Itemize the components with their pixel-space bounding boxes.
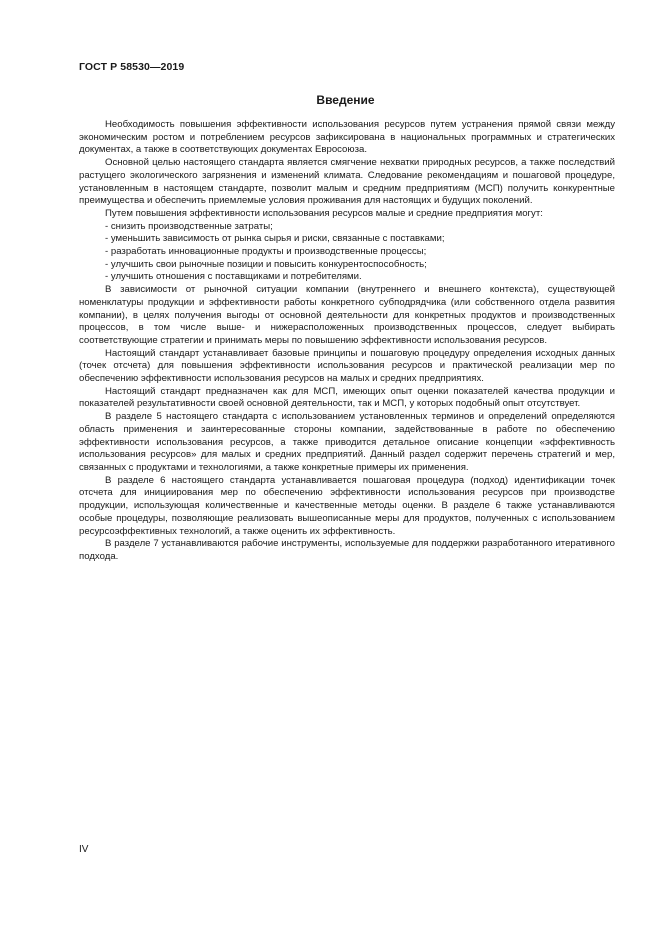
list-item: - улучшить отношения с поставщиками и потребителями.: [105, 271, 362, 283]
paragraph: Основной целью настоящего стандарта является смягчение нехватки природных ресурсов, а также последствий растущего экологического загрязнения и изменений климата. Следование рекомендациям и пошаговой процедуре, установленным в настоящем стандарте, позволит малым и средним предприятиям (МСП) получить конкурентные преимущества и обеспечить приемлемые условия проживания для настоящих и будущих поколений.: [79, 157, 615, 207]
paragraph: В разделе 7 устанавливаются рабочие инструменты, используемые для поддержки разработанного итеративного подхода.: [79, 538, 615, 562]
paragraph: В разделе 5 настоящего стандарта с использованием установленных терминов и определений определяются область применения и заинтересованные стороны компании, задействованные в работе по обеспечению эффективности использования ресурсов, а также приводится детальное описание концепции «эффективность использования ресурсов» для малых и средних предприятий. Данный раздел содержит перечень стратегий и мер, связанных с продуктами и технологиями, а также конкретные примеры их применения.: [79, 411, 615, 473]
list-item: - снизить производственные затраты;: [105, 220, 273, 232]
document-body: [79, 119, 615, 564]
section-title: Введение: [316, 93, 375, 107]
paragraph: В разделе 6 настоящего стандарта устанавливается пошаговая процедура (подход) идентификации точек отсчета для инициирования мер по обеспечению эффективности использования ресурсов при производстве продукции, использующая количественные и качественные методы оценки. В разделе 6 также устанавливаются особые процедуры, позволяющие реализовать вышеописанные меры для продуктов, полученных с использованием ресурсоэффективных технологий, а также оценить их эффективность.: [79, 474, 615, 537]
paragraph: Настоящий стандарт предназначен как для МСП, имеющих опыт оценки показателей качества продукции и показателей результативности своей основной деятельности, так и МСП, у которых подобный опыт отсутствует.: [79, 385, 615, 410]
list-item: - разработать инновационные продукты и производственные процессы;: [105, 246, 427, 258]
paragraph: В зависимости от рыночной ситуации компании (внутреннего и внешнего контекста), существующей номенклатуры продукции и эффективности работы конкретного субподрядчика (или собственного отдела развития компании), в целях получения выгоды от основной деятельности для конкретных продуктов и производственных процессов, в том числе выше- и нижерасположенных производственных процессов, следует выбирать соответствующие стратегии и принимать меры по повышению эффективности использования ресурсов.: [79, 284, 615, 346]
standard-header: ГОСТ Р 58530—2019: [79, 61, 185, 73]
list-item: - улучшить свои рыночные позиции и повысить конкурентоспособность;: [105, 258, 427, 270]
list-item: - уменьшить зависимость от рынка сырья и риски, связанные с поставками;: [105, 233, 445, 245]
page-number: IV: [79, 844, 89, 855]
paragraph: Настоящий стандарт устанавливает базовые принципы и пошаговую процедуру определения исходных данных (точек отсчета) для повышения эффективности использования ресурсов и практической реализации мер по обеспечению эффективности использования ресурсов на малых и средних предприятиях.: [79, 347, 615, 385]
paragraph: Необходимость повышения эффективности использования ресурсов путем устранения прямой связи между экономическим ростом и потреблением ресурсов зафиксирована в национальных программных и стратегических документах, а также в соответствующих документах Евросоюза.: [79, 119, 615, 156]
paragraph: Путем повышения эффективности использования ресурсов малые и средние предприятия могут:: [105, 207, 543, 219]
